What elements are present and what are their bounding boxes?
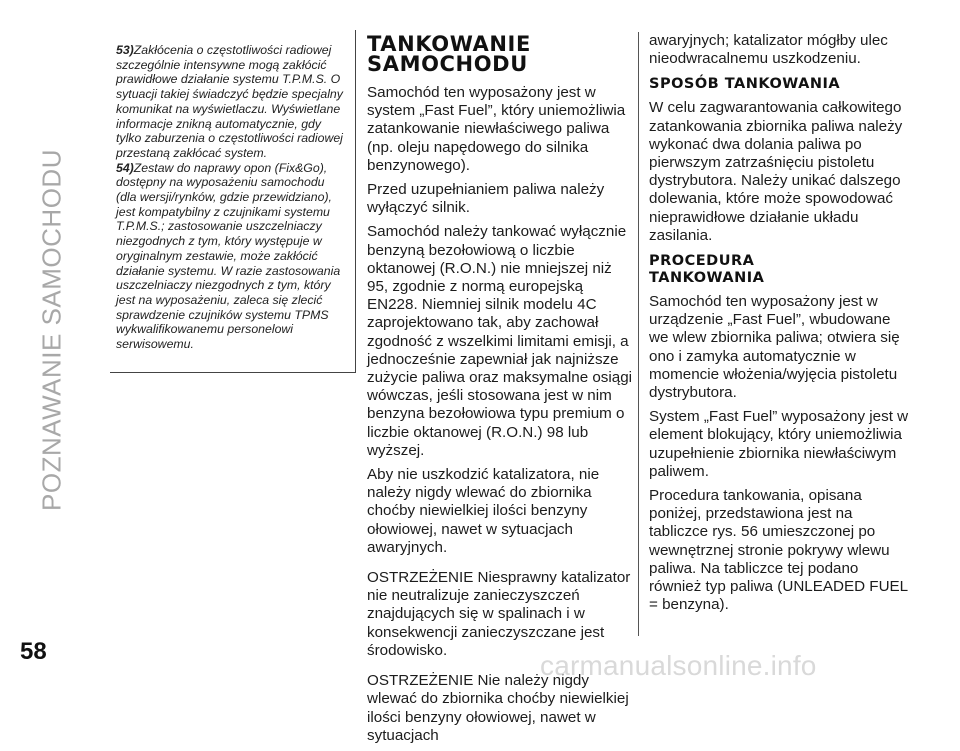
paragraph: W celu zagwarantowania całkowitego zatankowania zbiornika paliwa należy wykonać dwa dolania paliwa po pierwszym zatrzaśnięciu pistoletu dystrybutora. Należy unikać dalszego dolewania, które może spowodować nieprawidłowe działanie układu zasilania. (649, 99, 903, 244)
footnote-53-label: 53) (116, 43, 134, 57)
section-heading-refueling (367, 34, 634, 74)
warning-paragraph: OSTRZEŻENIE Niesprawny katalizator nie neutralizuje zanieczyszczeń znajdujących się w spalinach i w konsekwencji zanieczyszczane jest środowisko. (367, 569, 631, 659)
paragraph: Aby nie uszkodzić katalizatora, nie należy nigdy wlewać do zbiornika choćby niewielkiej ilości benzyny ołowiowej, nawet w sytuacjach awaryjnych. (367, 466, 600, 556)
heading-line-2: TANKOWANIA (649, 270, 765, 287)
section-side-title: POZNAWANIE SAMOCHODU (36, 149, 67, 511)
heading-line-2: SAMOCHODU (367, 52, 528, 76)
heading-line-1: PROCEDURA (649, 253, 755, 270)
footnote-54 (116, 161, 347, 352)
paragraph: Przed uzupełnianiem paliwa należy wyłączyć silnik. (367, 181, 605, 217)
paragraph: System „Fast Fuel” wyposażony jest w element blokujący, który uniemożliwia uzupełnienie zbiornika niewłaściwym paliwem. (649, 408, 909, 480)
column-procedure (649, 32, 914, 620)
paragraph: Samochód ten wyposażony jest w urządzenie „Fast Fuel”, wbudowane we wlew zbiornika paliwa; otwiera się ono i zamyka automatycznie w momencie włożenia/wyjęcia pistoletu dystrybutora. (649, 293, 900, 402)
subheading-refueling-procedure (649, 253, 914, 287)
paragraph: Samochód ten wyposażony jest w system „Fast Fuel”, który uniemożliwia zatankowanie niewłaściwego paliwa (np. oleju napędowego do silnika benzynowego). (367, 84, 626, 174)
column-refueling (367, 32, 634, 751)
paragraph: Procedura tankowania, opisana poniżej, przedstawiona jest na tabliczce rys. 56 umieszczonej po wewnętrznej stronie pokrywy wlewu paliwa. Na tabliczce tej podano również typ paliwa (UNLEADED FUEL = benzyna). (649, 487, 908, 614)
warning-paragraph: OSTRZEŻENIE Nie należy nigdy wlewać do zbiornika choćby niewielkiej ilości benzyny ołowiowej, nawet w sytuacjach (367, 672, 629, 744)
heading-line-1: TANKOWANIE (367, 32, 531, 56)
footnote-54-text: Zestaw do naprawy opon (Fix&Go), dostępny na wyposażeniu samochodu (dla wersji/rynków, gdzie przewidziano), jest kompatybilny z czujnikami systemu T.P.M.S.; zastosowanie uszczelniaczy niezgodnych z tym, który występuje w oryginalnym zestawie, może zakłócić działanie systemu. W razie zastosowania uszczelniaczy niezgodnych z tym, który jest na wyposażeniu, zaleca się zlecić sprawdzenie czujników systemu TPMS wykwalifikowanemu personelowi serwisowemu. (116, 160, 341, 352)
footnote-54-label: 54) (116, 160, 134, 175)
footnote-53-text: Zakłócenia o częstotliwości radiowej szczególnie intensywne mogą zakłócić prawidłowe działanie systemu T.P.M.S. O sytuacji takiej świadczyć będzie specjalny komunikat na wyświetlaczu. Wyświetlane informacje znikną automatycznie, gdy tylko zaburzenia o częstotliwości radiowej przestaną zakłócać system. (116, 43, 343, 160)
footnotes-box (110, 30, 356, 373)
paragraph: awaryjnych; katalizator mógłby ulec nieodwracalnemu uszkodzeniu. (649, 32, 888, 68)
page-number: 58 (20, 638, 47, 665)
watermark: carmanualsonline.info (540, 650, 817, 681)
column-divider (638, 32, 639, 636)
footnote-53 (116, 43, 347, 161)
paragraph: Samochód należy tankować wyłącznie benzyną bezołowiową o liczbie oktanowej (R.O.N.) nie mniejszej niż 95, zgodnie z normą europejską EN228. Niemniej silnik modelu 4C zaprojektowano tak, aby zachował zgodność z wszelkimi limitami emisji, a jednocześnie zapewniał jak najniższe zużycie paliwa oraz maksymalne osiągi wówczas, jeśli stosowana jest w nim benzyna bezołowiowa typu premium o liczbie oktanowej (R.O.N.) 98 lub wyższej. (367, 223, 633, 459)
subheading-refueling-method: SPOSÓB TANKOWANIA (649, 76, 841, 93)
